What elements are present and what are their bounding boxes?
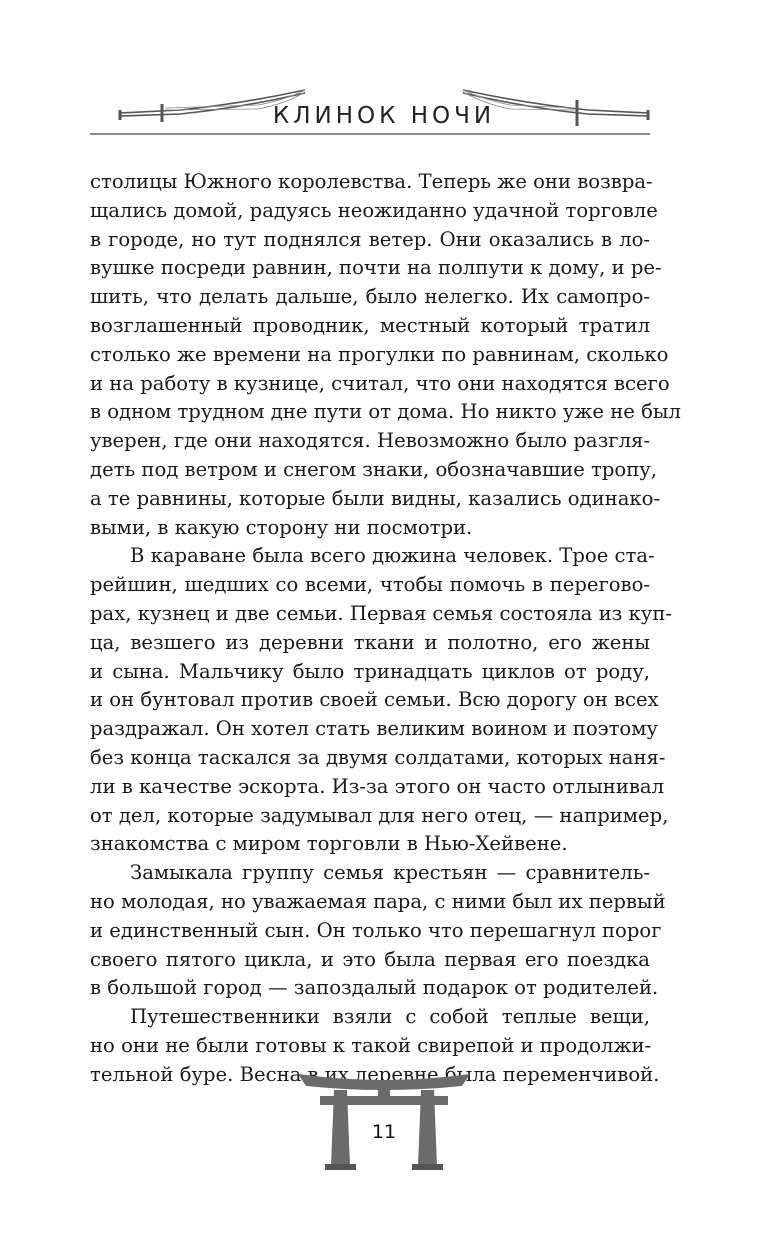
torii-gate-icon bbox=[0, 1060, 768, 1180]
text-line: раздражал. Он хотел стать великим воином и поэтому bbox=[90, 717, 658, 741]
text-line: деть под ветром и снегом знаки, обозначавшие тропу, bbox=[90, 457, 658, 481]
text-line: своего пятого цикла, и это была первая его поездка bbox=[90, 947, 650, 971]
text-line: столько же времени на прогулки по равнинам, сколько bbox=[90, 342, 669, 366]
text-line: и сына. Мальчику было тринадцать циклов от роду, bbox=[90, 659, 650, 683]
text-line: ца, везшего из деревни ткани и полотно, его жены bbox=[90, 630, 650, 654]
text-line: без конца таскался за двумя солдатами, которых наня- bbox=[90, 745, 666, 769]
text-line: но они не были готовы к такой свирепой и продолжи- bbox=[90, 1033, 652, 1057]
body-text bbox=[90, 168, 681, 1090]
text-line: рейшин, шедших со всеми, чтобы помочь в перегово- bbox=[90, 573, 650, 597]
text-line: тельной буре. Весна в их деревне была переменчивой. bbox=[90, 1062, 660, 1086]
text-line: от дел, которые задумывал для него отец, — например, bbox=[90, 803, 669, 827]
page-footer bbox=[0, 1060, 768, 1180]
text-line: а те равнины, которые были видны, казались одинако- bbox=[90, 486, 661, 510]
text-line: и на работу в кузнице, считал, что они находятся всего bbox=[90, 371, 670, 395]
text-line: столицы Южного королевства. Теперь же они возвра- bbox=[90, 170, 653, 193]
text-line: шить, что делать дальше, было нелегко. Их самопро- bbox=[90, 285, 650, 309]
text-line: и единственный сын. Он только что перешагнул порог bbox=[90, 918, 662, 942]
text-line: возглашенный проводник, местный который тратил bbox=[90, 313, 650, 337]
text-line: рах, кузнец и две семьи. Первая семья состояла из куп- bbox=[90, 601, 672, 625]
text-line: знакомства с миром торговли в Нью-Хейвене. bbox=[90, 832, 568, 856]
text-line: выми, в какую сторону ни посмотри. bbox=[90, 515, 473, 539]
text-line: Путешественники взяли с собой теплые вещи, bbox=[130, 1005, 650, 1029]
text-line: Замыкала группу семья крестьян — сравнитель- bbox=[130, 861, 650, 885]
text-line: ли в качестве эскорта. Из-за этого он часто отлынивал bbox=[90, 774, 665, 798]
text-line: щались домой, радуясь неожиданно удачной торговле bbox=[90, 198, 658, 222]
text-line: вушке посреди равнин, почти на полпути к дому, и ре- bbox=[90, 256, 662, 280]
text-line: и он бунтовал против своей семьи. Всю дорогу он всех bbox=[90, 688, 659, 712]
page-header bbox=[0, 0, 768, 140]
running-title: КЛИНОК НОЧИ bbox=[272, 103, 496, 129]
text-line: но молодая, но уважаемая пара, с ними был их первый bbox=[90, 889, 666, 913]
page-number: 11 bbox=[371, 1121, 397, 1143]
text-line: в большой город — запоздалый подарок от родителей. bbox=[90, 976, 659, 1000]
text-line: в городе, но тут поднялся ветер. Они оказались в ло- bbox=[90, 227, 650, 251]
text-line: В караване была всего дюжина человек. Трое ста- bbox=[130, 544, 655, 568]
text-line: уверен, где они находятся. Невозможно было разгля- bbox=[90, 429, 650, 453]
text-line: в одном трудном дне пути от дома. Но никто уже не был bbox=[90, 400, 681, 424]
